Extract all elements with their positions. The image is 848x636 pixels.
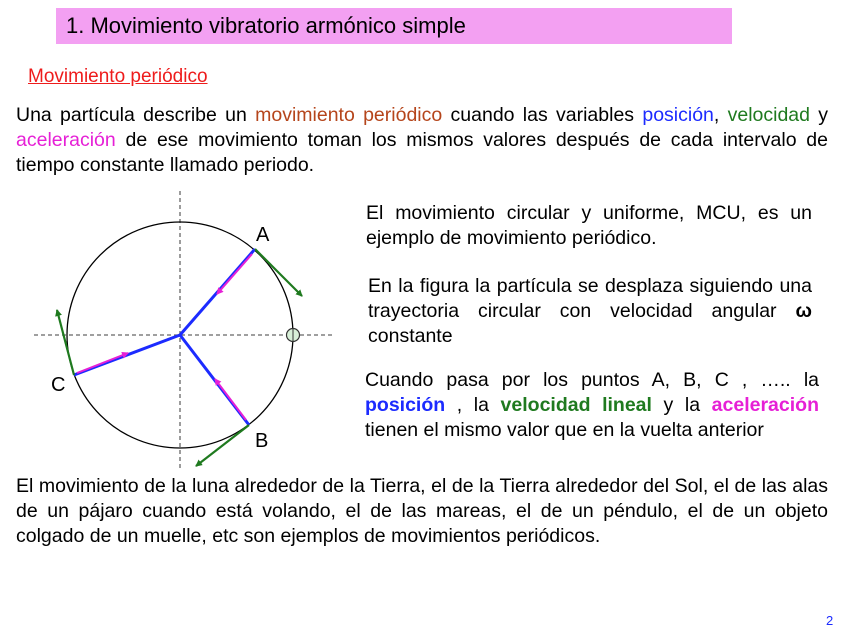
intro-text-3: de ese movimiento toman los mismos valores después de cada intervalo de tiempo constante llamado periodo. <box>16 129 828 176</box>
point-label-b: B <box>255 430 269 452</box>
intro-and: y <box>818 104 829 126</box>
term-acceleration: aceleración <box>16 129 116 151</box>
intro-text-1: Una partícula describe un <box>16 104 247 126</box>
page-number: 2 <box>826 613 834 628</box>
term-position: posición <box>642 104 714 126</box>
figure-text-2: constante <box>368 325 453 347</box>
circular-motion-figure <box>0 185 360 475</box>
term-velocity: velocidad <box>727 104 810 126</box>
acceleration-vector-a <box>217 254 252 294</box>
points-text-3: y la <box>663 394 701 416</box>
figure-text-1: En la figura la partícula se desplaza siguiendo una trayectoria circular con velocidad angular <box>368 275 812 322</box>
point-label-a: A <box>256 224 270 246</box>
section-heading: Movimiento periódico <box>28 66 208 87</box>
point-label-c: C <box>51 374 66 396</box>
slide-title: 1. Movimiento vibratorio armónico simple <box>56 8 732 44</box>
points-term-acceleration: aceleración <box>711 394 819 416</box>
points-term-position: posición <box>365 394 446 416</box>
term-periodic-motion: movimiento periódico <box>255 104 443 126</box>
examples-paragraph: El movimiento de la luna alrededor de la Tierra, el de la Tierra alrededor del Sol, el de las alas de un pájaro cuando está volando, el de las mareas, el de un péndulo, el de un objeto colgado de un muelle, etc son ejemplos de movimientos periódicos. <box>16 475 828 547</box>
intro-text-2: cuando las variables <box>450 104 635 126</box>
intro-paragraph <box>16 103 828 178</box>
points-text-1: Cuando pasa por los puntos A, B, C , ….. la <box>365 369 819 391</box>
points-text-4: tienen el mismo valor que en la vuelta anterior <box>365 419 764 441</box>
intro-comma: , <box>713 104 720 126</box>
acceleration-vector-c <box>77 353 128 373</box>
acceleration-vector-b <box>215 379 246 420</box>
figure-description <box>368 274 812 349</box>
omega-symbol: ω <box>795 300 812 322</box>
points-term-velocity: velocidad lineal <box>500 394 652 416</box>
velocity-vector-c <box>57 310 74 375</box>
points-text-2: , la <box>456 394 489 416</box>
velocity-vector-a <box>255 249 302 296</box>
points-paragraph <box>365 368 819 443</box>
mcu-paragraph: El movimiento circular y uniforme, MCU, es un ejemplo de movimiento periódico. <box>366 202 812 249</box>
